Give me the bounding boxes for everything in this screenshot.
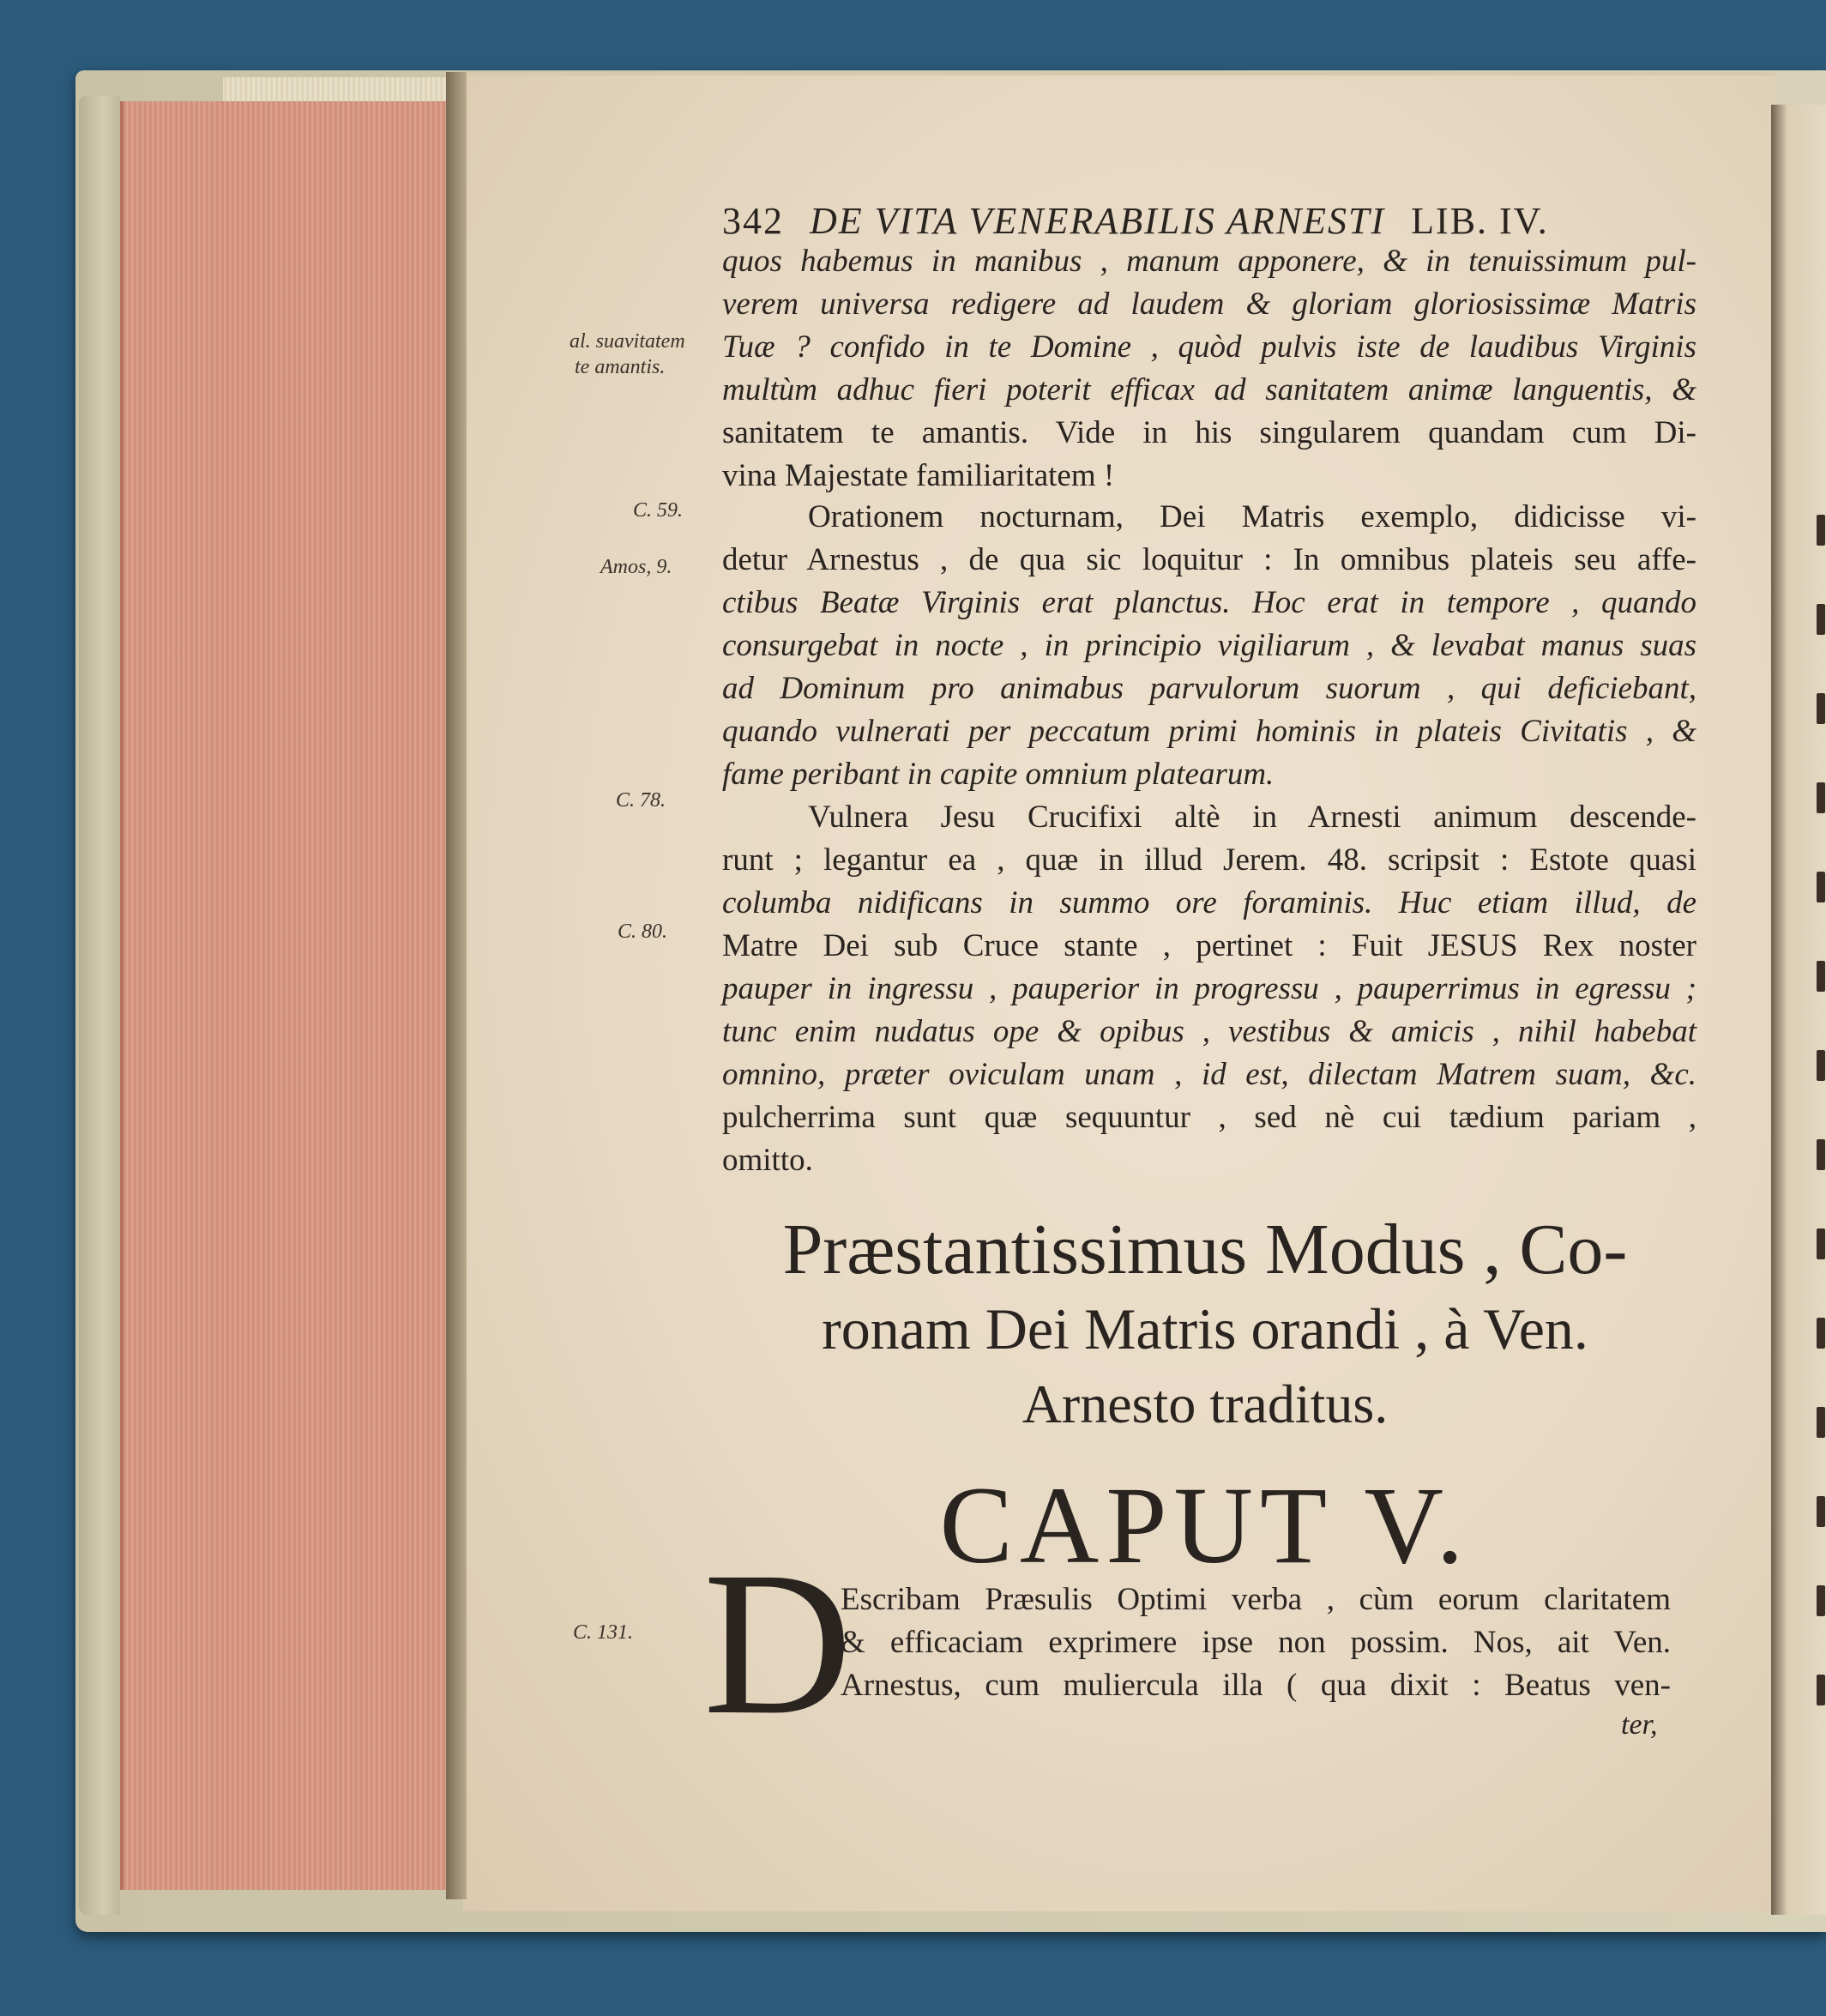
page-edges [120,101,462,1890]
paragraph-3 [722,796,1696,1182]
text-line: ad Dominum pro animabus parvulorum suorum , qui deficiebant, [722,671,1696,706]
drop-cap: D [703,1529,853,1757]
text-line: ctibus Beatæ Virginis erat planctus. Hoc erat in tempore , quando [722,585,1696,620]
running-header [722,199,1678,243]
facing-page-text-fragments [1817,515,1826,1716]
text-line: verem universa redigere ad laudem & gloriam gloriosissimæ Matris [722,287,1696,322]
page-gutter [446,72,467,1899]
book-spine-edge [79,96,120,1915]
page-number: 342 [722,200,784,242]
text-line: sanitatem te amantis. Vide in his singularem quandam cum Di- [722,415,1696,450]
text-line: fame peribant in capite omnium platearum. [722,757,1275,792]
margin-note: C. 80. [618,920,668,943]
paragraph-1 [722,240,1696,498]
chapter-heading: CAPUT V. [939,1464,1471,1586]
text-line: Escribam Præsulis Optimi verba , cùm eorum claritatem [841,1582,1671,1617]
text-line: Matre Dei sub Cruce stante , pertinet : Fuit JESUS Rex noster [722,928,1696,963]
margin-note: te amantis. [575,356,666,378]
paragraph-4 [841,1578,1671,1707]
section-title-line-1: Præstantissimus Modus , Co- [782,1210,1628,1289]
paragraph-2 [722,496,1696,796]
margin-note: Amos, 9. [600,556,672,578]
text-line: runt ; legantur ea , quæ in illud Jerem. 48. scripsit : Estote quasi [722,842,1696,878]
text-line: vina Majestate familiaritatem ! [722,458,1115,493]
margin-note: C. 131. [573,1621,634,1644]
text-line: & efficaciam exprimere ipse non possim. Nos, ait Ven. [841,1625,1671,1660]
text-line: Vulnera Jesu Crucifixi altè in Arnesti animum descende- [808,800,1696,835]
book-number: LIB. IV. [1411,200,1549,242]
text-line: omnino, præter oviculam unam , id est, dilectam Matrem suam, &c. [722,1057,1696,1092]
text-line: detur Arnestus , de qua sic loquitur : In omnibus plateis seu affe- [722,542,1696,577]
catchword: ter, [1621,1709,1658,1741]
text-line: Arnestus, cum muliercula illa ( qua dixit : Beatus ven- [841,1668,1671,1703]
text-line: columba nidificans in summo ore foraminis. Huc etiam illud, de [722,885,1696,920]
text-line: quos habemus in manibus , manum apponere, & in tenuissimum pul- [722,244,1696,279]
text-line: pulcherrima sunt quæ sequuntur , sed nè cui tædium pariam , [722,1100,1696,1135]
margin-note: C. 78. [616,789,666,812]
text-line: Orationem nocturnam, Dei Matris exemplo, didicisse vi- [808,499,1696,534]
text-line: pauper in ingressu , pauperior in progressu , pauperrimus in egressu ; [722,971,1696,1006]
text-line: quando vulnerati per peccatum primi hominis in plateis Civitatis , & [722,714,1696,749]
margin-note: al. suavitatem [569,330,685,353]
running-title: DE VITA VENERABILIS ARNESTI [810,200,1386,242]
section-title-line-3: Arnesto traditus. [1021,1373,1389,1434]
text-line: consurgebat in nocte , in principio vigiliarum , & levabat manus suas [722,628,1696,663]
text-line: multùm adhuc fieri poterit efficax ad sanitatem animæ languentis, & [722,372,1696,407]
text-line: Tuæ ? confido in te Domine , quòd pulvis iste de laudibus Virginis [722,329,1696,365]
text-line: omitto. [722,1143,813,1178]
text-line: tunc enim nudatus ope & opibus , vestibus & amicis , nihil habebat [722,1014,1696,1049]
section-title-line-2: ronam Dei Matris orandi , à Ven. [822,1296,1588,1361]
margin-note: C. 59. [633,499,684,522]
